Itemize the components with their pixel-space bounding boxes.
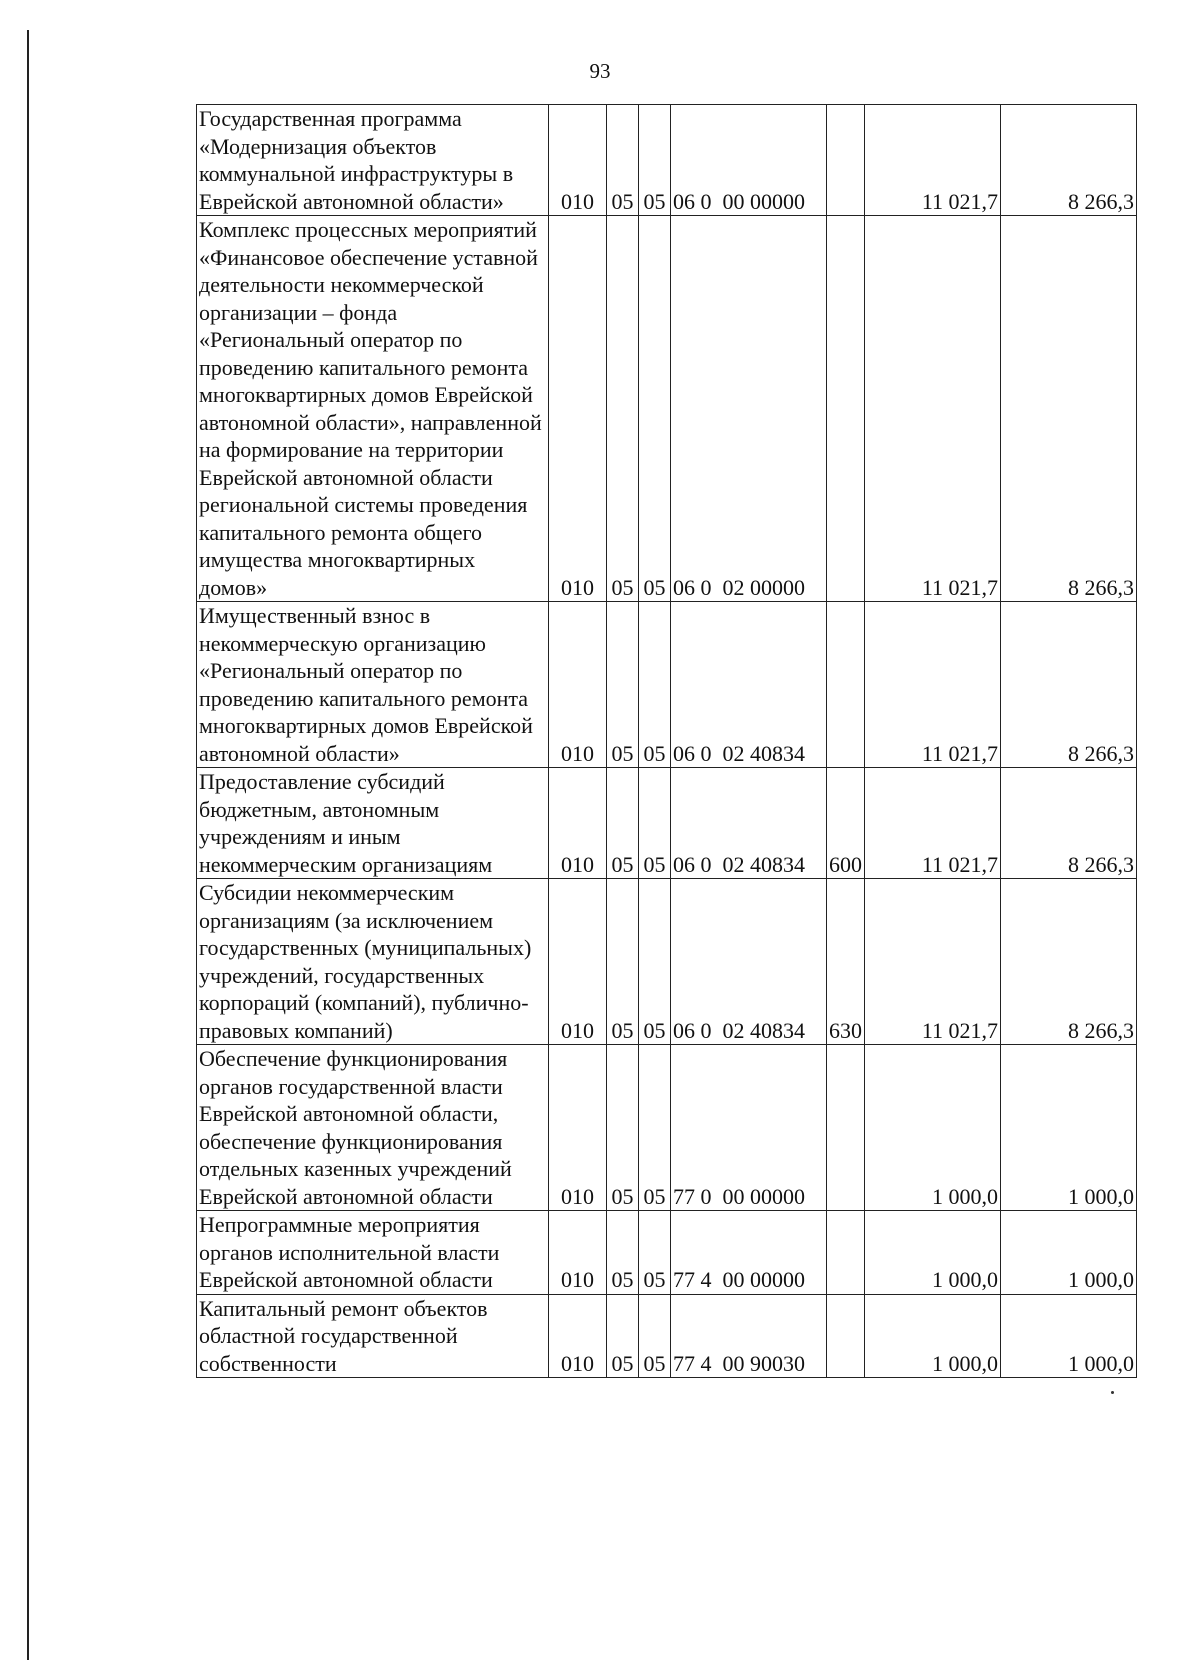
- amount-1: 11 021,7: [865, 768, 1001, 879]
- expense-type-code: [827, 602, 865, 768]
- section-code: 05: [607, 768, 639, 879]
- expense-type-code: 630: [827, 879, 865, 1045]
- amount-2: 1 000,0: [1001, 1211, 1137, 1295]
- ministry-code: 010: [549, 1294, 607, 1378]
- section-code: 05: [607, 1294, 639, 1378]
- table-row: [197, 1045, 1137, 1211]
- subsection-code: 05: [639, 602, 671, 768]
- ministry-code: 010: [549, 1045, 607, 1211]
- ministry-code: 010: [549, 216, 607, 602]
- scan-edge-line: [27, 30, 29, 1660]
- subsection-code: 05: [639, 1211, 671, 1295]
- amount-2: 1 000,0: [1001, 1045, 1137, 1211]
- row-name: Предоставление субсидий бюджетным, автономным учреждениям и иным некоммерческим организациям: [197, 768, 549, 879]
- amount-1: 1 000,0: [865, 1294, 1001, 1378]
- row-name: Обеспечение функционирования органов государственной власти Еврейской автономной области, обеспечение функционирования отдельных казенных учреждений Еврейской автономной области: [197, 1045, 549, 1211]
- amount-2: 1 000,0: [1001, 1294, 1137, 1378]
- ministry-code: 010: [549, 1211, 607, 1295]
- row-name: Капитальный ремонт объектов областной государственной собственности: [197, 1294, 549, 1378]
- subsection-code: 05: [639, 768, 671, 879]
- amount-2: 8 266,3: [1001, 602, 1137, 768]
- table-row: [197, 105, 1137, 216]
- amount-2: 8 266,3: [1001, 768, 1137, 879]
- table-row: [197, 768, 1137, 879]
- section-code: 05: [607, 1211, 639, 1295]
- expense-type-code: [827, 105, 865, 216]
- amount-1: 11 021,7: [865, 602, 1001, 768]
- table-row: [197, 879, 1137, 1045]
- target-article-code: 06 0 02 40834: [671, 879, 827, 1045]
- amount-1: 11 021,7: [865, 879, 1001, 1045]
- section-code: 05: [607, 1045, 639, 1211]
- section-code: 05: [607, 602, 639, 768]
- subsection-code: 05: [639, 1045, 671, 1211]
- ministry-code: 010: [549, 768, 607, 879]
- section-code: 05: [607, 879, 639, 1045]
- target-article-code: 06 0 02 00000: [671, 216, 827, 602]
- ministry-code: 010: [549, 105, 607, 216]
- section-code: 05: [607, 105, 639, 216]
- amount-1: 11 021,7: [865, 105, 1001, 216]
- table-row: [197, 602, 1137, 768]
- row-name: Непрограммные мероприятия органов исполнительной власти Еврейской автономной области: [197, 1211, 549, 1295]
- amount-2: 8 266,3: [1001, 879, 1137, 1045]
- row-name: Субсидии некоммерческим организациям (за исключением государственных (муниципальных) учреждений, государственных корпораций (компаний), публично-правовых компаний): [197, 879, 549, 1045]
- amount-1: 11 021,7: [865, 216, 1001, 602]
- subsection-code: 05: [639, 879, 671, 1045]
- table-row: [197, 1211, 1137, 1295]
- target-article-code: 06 0 02 40834: [671, 768, 827, 879]
- subsection-code: 05: [639, 216, 671, 602]
- ministry-code: 010: [549, 602, 607, 768]
- amount-1: 1 000,0: [865, 1211, 1001, 1295]
- row-name: Государственная программа «Модернизация объектов коммунальной инфраструктуры в Еврейской автономной области»: [197, 105, 549, 216]
- row-name: Имущественный взнос в некоммерческую организацию «Региональный оператор по проведению капитального ремонта многоквартирных домов Еврейской автономной области»: [197, 602, 549, 768]
- budget-table: [196, 104, 1137, 1378]
- page-number: 93: [589, 59, 611, 83]
- amount-1: 1 000,0: [865, 1045, 1001, 1211]
- expense-type-code: [827, 1211, 865, 1295]
- row-name: Комплекс процессных мероприятий «Финансовое обеспечение уставной деятельности некоммерческой организации – фонда «Региональный оператор по проведению капитального ремонта многоквартирных домов Еврейской автономной области», направленной на формирование на территории Еврейской автономной области региональной системы проведения капитального ремонта общего имущества многоквартирных домов»: [197, 216, 549, 602]
- amount-2: 8 266,3: [1001, 216, 1137, 602]
- target-article-code: 06 0 00 00000: [671, 105, 827, 216]
- target-article-code: 77 4 00 90030: [671, 1294, 827, 1378]
- target-article-code: 06 0 02 40834: [671, 602, 827, 768]
- expense-type-code: [827, 1294, 865, 1378]
- expense-type-code: [827, 216, 865, 602]
- amount-2: 8 266,3: [1001, 105, 1137, 216]
- table-row: [197, 1294, 1137, 1378]
- stray-mark: [1111, 1391, 1114, 1394]
- table-row: [197, 216, 1137, 602]
- subsection-code: 05: [639, 1294, 671, 1378]
- target-article-code: 77 0 00 00000: [671, 1045, 827, 1211]
- expense-type-code: 600: [827, 768, 865, 879]
- subsection-code: 05: [639, 105, 671, 216]
- target-article-code: 77 4 00 00000: [671, 1211, 827, 1295]
- section-code: 05: [607, 216, 639, 602]
- ministry-code: 010: [549, 879, 607, 1045]
- expense-type-code: [827, 1045, 865, 1211]
